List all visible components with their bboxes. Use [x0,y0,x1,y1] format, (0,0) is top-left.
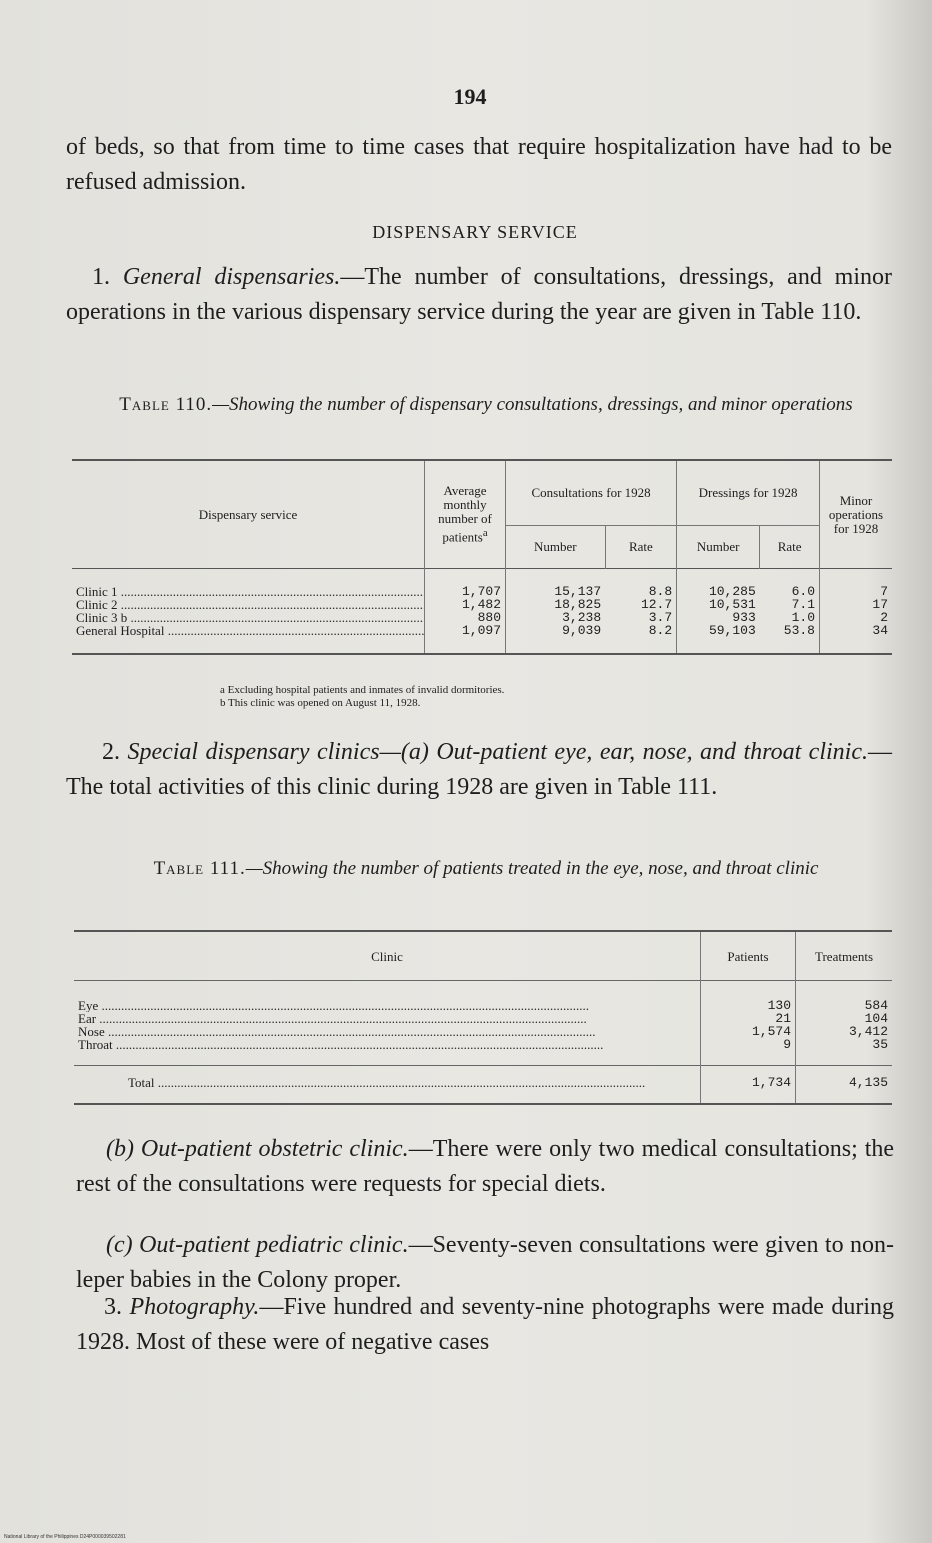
col-patients: Patients [701,931,796,981]
table-row: General Hospital ..... 1,097 9,039 8.2 59,103 53.8 34 [72,624,892,654]
intro-paragraph: of beds, so that from time to time cases that require hospitalization have had to be refused admission. [66,134,892,195]
table-row: Eye ..... 130 584 [74,981,892,1013]
table-row: Clinic 2 ..... 1,482 18,825 12.7 10,531 7.1 17 [72,598,892,611]
table-total-row: Total ..... 1,734 4,135 [74,1066,892,1105]
subcol-dress-number: Number [677,526,760,569]
col-minor-operations: Minor operations for 1928 [820,460,893,569]
table-111-caption: Table 111.—Showing the number of patients treated in the eye, nose, and throat clinic [153,858,819,879]
paragraph-text: —The number of consultations, dressings, and minor operations in the various dispensary service during the year are given in Table 110. [66,264,892,325]
col-consultations: Consultations for 1928 [506,460,677,526]
table-110 [72,459,892,655]
subcol-consult-rate: Rate [605,526,677,569]
scan-credit: National Library of the Philippines D24P000039502281 [4,1534,126,1540]
paragraph-title: General dispensaries. [122,264,341,290]
paragraph-obstetric-clinic: (b) Out-patient obstetric clinic.—There were only two medical consultations; the rest of the consultations were requests for special diets. [76,1136,895,1197]
paragraph-general-dispensaries [66,260,892,330]
paragraph-pediatric-clinic: (c) Out-patient pediatric clinic.—Seventy-seven consultations were given to non-leper babies in the Colony proper. [76,1232,894,1293]
col-average-patients: Average monthly number of patients$^a$ [425,460,506,569]
table-label: Table 110. [119,394,213,415]
subcol-dress-rate: Rate [760,526,820,569]
table-row: Ear ..... 21 104 [74,1012,892,1025]
table-111 [74,930,892,1105]
col-clinic: Clinic [371,948,403,964]
col-dispensary-service: Dispensary service [198,506,298,522]
col-dressings: Dressings for 1928 [677,460,820,526]
table-110-footnote-b: b This clinic was opened on August 11, 1928. [220,697,421,709]
table-row: Throat ..... 9 35 [74,1038,892,1066]
col-treatments: Treatments [796,931,893,981]
page-number: 194 [453,84,487,109]
table-caption-text: —Showing the number of dispensary consultations, dressings, and minor operations [212,394,853,415]
subcol-consult-number: Number [506,526,606,569]
table-row: Clinic 1 ..... 1,707 15,137 8.8 10,285 6.0 7 [72,569,892,599]
table-110-caption [76,392,896,418]
paragraph-special-clinics: 2. Special dispensary clinics—(a) Out-patient eye, ear, nose, and throat clinic.—The total activities of this clinic during 1928 are given in Table 111. [66,739,892,800]
paragraph-number: 1. [92,264,110,290]
table-row: Clinic 3 b ..... 880 3,238 3.7 933 1.0 2 [72,611,892,624]
paragraph-photography: 3. Photography.—Five hundred and seventy-nine photographs were made during 1928. Most of these were of negative cases [76,1294,894,1355]
section-heading: DISPENSARY SERVICE [372,222,578,242]
table-110-footnote-a: a Excluding hospital patients and inmates of invalid dormitories. [220,684,505,696]
table-row: Nose ..... 1,574 3,412 [74,1025,892,1038]
